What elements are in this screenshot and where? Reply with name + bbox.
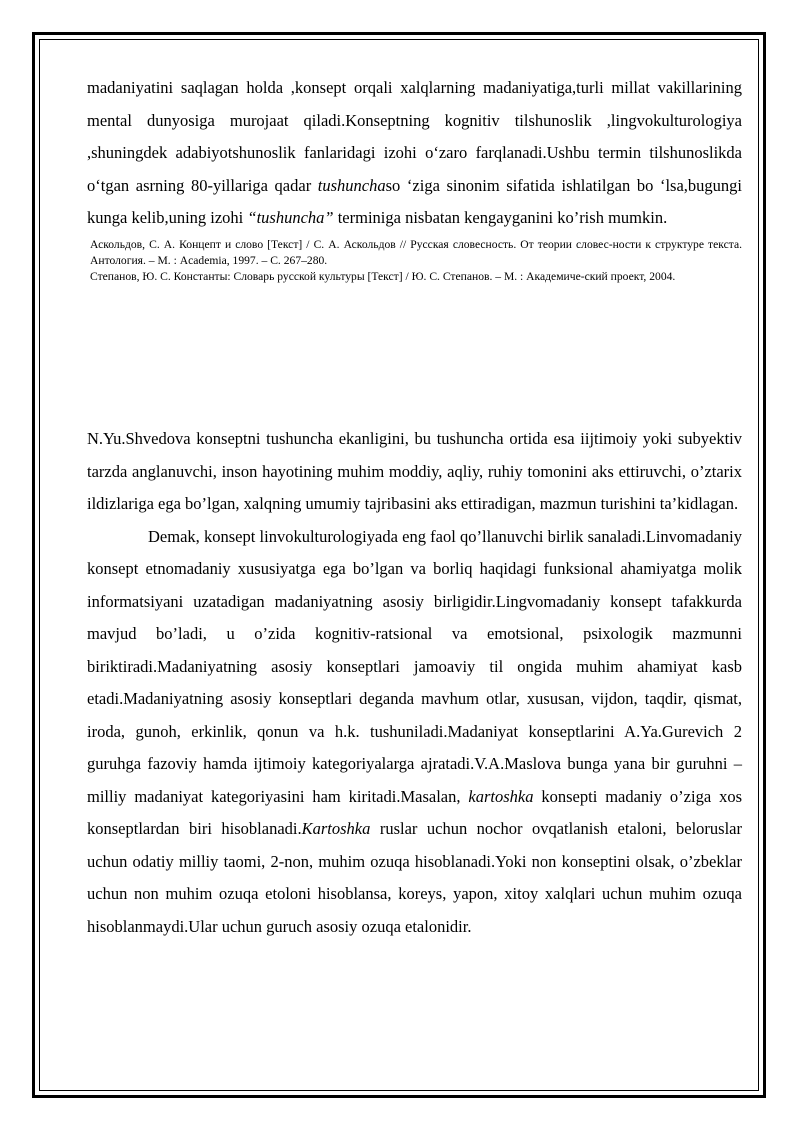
paragraph-3-text-c: ruslar uchun nochor ovqatlanish etaloni, beloruslar uchun odatiy milliy taomi, 2-non, muhim ozuqa hisoblanadi.Yoki non konseptini olsak, o’zbeklar uchun non muhim ozuqa etoloni hisoblansa, koreys, yapon, xitoy xalqlari uchun muhim ozuqa hisoblanmaydi.Ular uchun guruch asosiy ozuqa etalonidir. — [87, 819, 742, 936]
footnotes — [87, 237, 742, 285]
footnote-1: Аскольдов, С. А. Концепт и слово [Текст] / С. А. Аскольдов // Русская словесность. От теории словес-ности к структуре текста. Антология. – М. : Academia, 1997. – С. 267–280. — [90, 237, 742, 267]
paragraph-1-italic-term-b: “tushuncha” — [247, 208, 334, 227]
paragraph-1-italic-term-a: tushuncha — [317, 175, 386, 195]
paragraph-3-text-a: Demak, konsept linvokulturologiyada eng faol qo’llanuvchi birlik sanaladi.Linvomadaniy konsept etnomadaniy xususiyatga ega bo’lgan va borliq haqidagi funksional ahamiyatga molik informatsiyani uzatadigan madaniyatning asosiy birligidir.Lingvomadaniy konsept tafakkurda mavjud bo’ladi, u o’zida kognitiv-ratsional va emotsional, psixologik mazmunni biriktiradi.Madaniyatning asosiy konseptlari jamoaviy til ongida muhim ahamiyat kasb etadi.Madaniyatning asosiy konseptlari deganda mavhum otlar, xususan, vijdon, taqdir, qismat, iroda, gunoh, erkinlik, qonun va h.k. tushuniladi.Madaniyat konseptlarini A.Ya.Gurevich 2 guruhga fazoviy hamda ijtimoiy kategoriyalarga ajratadi.V.A.Maslova bunga yana bir guruhni – milliy madaniyat kategoriyasini ham kiritadi.Masalan, — [87, 526, 742, 806]
paragraph-1-text-b: so ‘ziga sinonim sifatida ishlatilgan bo ‘lsa,bugungi kunga kelib,uning izohi — [87, 175, 742, 227]
paragraph-3-text-b: konsepti madaniy o’ziga xos konseptlardan biri hisoblanadi. — [87, 786, 742, 838]
paragraph-3-italic-term-b: Kartoshka — [301, 819, 371, 838]
paragraph-1-text-c: terminiga nisbatan kengayganini ko’rish mumkin. — [333, 208, 668, 227]
paragraph-2: N.Yu.Shvedova konseptni tushuncha ekanligini, bu tushuncha ortida esa iijtimoiy yoki subyektiv tarzda anglanuvchi, inson hayotining muhim moddiy, aqliy, ruhiy tomonini aks ettiruvchi, o’ztarix ildizlariga ega bo’lgan, xalqning umumiy tajribasini aks ettiradigan, mazmun turishini ta’kidlagan. — [87, 429, 742, 513]
paragraph-1 — [87, 72, 742, 235]
paragraph-3-italic-term-a: kartoshka — [468, 786, 534, 806]
main-section — [87, 423, 742, 943]
top-section — [87, 72, 742, 285]
paragraph-1-text-a: madaniyatini saqlagan holda ,konsept orqali xalqlarning madaniyatiga,turli millat vakillarining mental dunyosiga murojaat qiladi.Konseptning kognitiv tilshunoslik ,lingvokulturologiya ,shuningdek adabiyotshunoslik fanlaridagi izohi o‘zaro farqlanadi.Ushbu termin tilshunoslikda o‘tgan asrning 80-yillariga qadar — [87, 78, 742, 195]
footnote-2: Степанов, Ю. С. Константы: Словарь русской культуры [Текст] / Ю. С. Степанов. – М. : Академиче-ский проект, 2004. — [90, 269, 676, 283]
paragraph-3 — [87, 521, 742, 944]
